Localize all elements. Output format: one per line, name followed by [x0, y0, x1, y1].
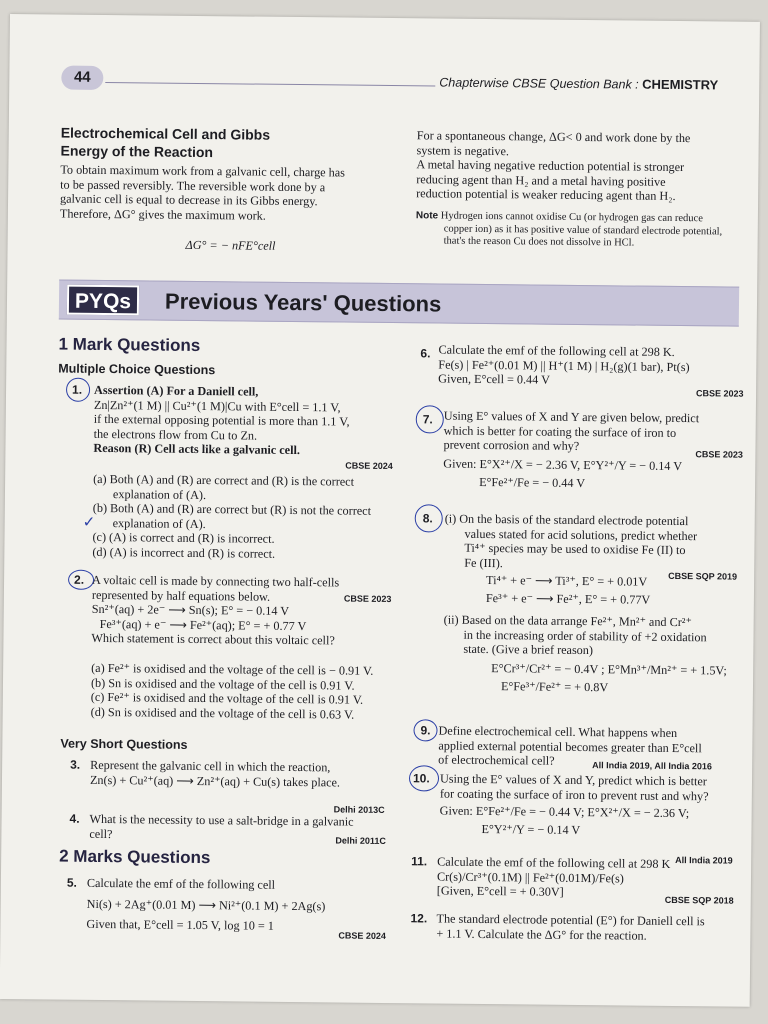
- exam-tag: All India 2019: [675, 855, 733, 866]
- q2-options: [91, 661, 407, 722]
- body-line: system is negative.: [416, 142, 510, 158]
- question-line: which is better for coating the surface of iron to: [443, 423, 677, 440]
- exam-tag: CBSE 2024: [338, 930, 386, 941]
- option-line: (a) Both (A) and (R) are correct and (R) is the correct: [93, 471, 355, 489]
- exam-tag: CBSE 2024: [345, 460, 393, 472]
- question-line: Using the E° values of X and Y, predict which is better: [439, 771, 707, 789]
- question-line: A voltaic cell is made by connecting two half-cells: [92, 572, 340, 590]
- mcq-heading: Multiple Choice Questions: [58, 361, 216, 378]
- note-line: that's the reason Cu does not dissolve in HCl.: [443, 235, 635, 249]
- question-line: values stated for acid solutions, predict whether: [464, 526, 698, 543]
- question-line: Fe (III).: [464, 555, 503, 570]
- question-line: Fe³⁺(aq) + e⁻ ⟶ Fe²⁺(aq); E° = + 0.77 V: [99, 616, 307, 633]
- question-number: 5.: [66, 875, 77, 890]
- option-line: (d) (A) is incorrect and (R) is correct.: [92, 544, 276, 561]
- option-line: (c) (A) is correct and (R) is incorrect.: [92, 529, 275, 546]
- question-number: 10.: [412, 771, 430, 786]
- question-line: [Given, E°cell = + 0.30V]: [436, 883, 564, 899]
- question-line: Using E° values of X and Y are given below, predict: [443, 408, 700, 426]
- textbook-page: [0, 14, 760, 1007]
- question-1: [93, 383, 409, 459]
- question-line: state. (Give a brief reason): [463, 641, 594, 658]
- question-number: 12.: [410, 911, 428, 926]
- question-line: for coating the surface of iron to prevent rust and why?: [439, 786, 709, 803]
- question-line: Sn²⁺(aq) + 2e⁻ ⟶ Sn(s); E° = − 0.14 V: [91, 601, 290, 618]
- question-3: [90, 758, 405, 790]
- question-number: 9.: [420, 723, 431, 738]
- gibbs-formula: ΔG° = − nFE°cell: [185, 237, 276, 253]
- intro-body: [60, 163, 406, 225]
- section-heading: [60, 124, 270, 162]
- exam-tag: Delhi 2011C: [335, 835, 386, 846]
- question-line: Reason (R) Cell acts like a galvanic cell.: [93, 440, 301, 458]
- question-line: Ti⁴⁺ species may be used to oxidise Fe (II) to: [464, 540, 686, 558]
- question-12: [436, 912, 741, 944]
- vsq-heading: Very Short Questions: [60, 736, 188, 752]
- question-number: 2.: [74, 572, 85, 587]
- question-line: Given: E°Fe²⁺/Fe = − 0.44 V; E°X²⁺/X = − 2.36 V;: [439, 803, 690, 821]
- note-block: [416, 210, 746, 251]
- body-line: reduction potential is weaker reducing agent than H₂.: [416, 186, 676, 203]
- exam-tag: Delhi 2013C: [333, 804, 385, 815]
- question-line: Calculate the emf of the following cell at 298 K.: [438, 342, 675, 359]
- question-number: 3.: [70, 757, 81, 772]
- equation-line: E°Cr³⁺/Cr²⁺ = − 0.4V ; E°Mn³⁺/Mn²⁺ = + 1.5V;: [491, 660, 727, 678]
- exam-tag: CBSE 2023: [343, 593, 392, 605]
- q1-options: [92, 472, 408, 562]
- question-number: 4.: [69, 811, 80, 826]
- question-11: [437, 855, 742, 902]
- exam-tag: CBSE SQP 2019: [668, 570, 738, 582]
- section-heading-line: Energy of the Reaction: [60, 142, 214, 161]
- subject-name: CHEMISTRY: [642, 76, 719, 93]
- question-line: Given: E°X²⁺/X = − 2.36 V, E°Y²⁺/Y = − 0.14 V: [443, 456, 683, 473]
- question-line: What is the necessity to use a salt-bridge in a galvanic: [89, 811, 354, 829]
- option-line: explanation of (A).: [112, 515, 206, 531]
- question-line: Cr(s)/Cr³⁺(0.1M) || Fe²⁺(0.01M)/Fe(s): [436, 869, 624, 885]
- question-line: Calculate the emf of the following cell: [86, 875, 276, 892]
- exam-tag: All India 2019, All India 2016: [592, 760, 712, 772]
- question-10: [439, 772, 745, 839]
- question-line: Define electrochemical cell. What happens when: [438, 723, 678, 741]
- question-line: applied external potential becomes greater than E°cell: [438, 738, 702, 755]
- question-number: 7.: [422, 412, 433, 427]
- exam-tag: CBSE SQP 2018: [664, 894, 734, 906]
- question-line: in the increasing order of stability of +2 oxidation: [463, 627, 707, 644]
- question-2: [91, 573, 407, 649]
- question-line: The standard electrode potential (E°) for Daniell cell is: [436, 911, 705, 929]
- question-line: Given that, E°cell = 1.05 V, log 10 = 1: [86, 916, 274, 933]
- body-line: Therefore, ΔG° gives the maximum work.: [59, 206, 266, 223]
- option-line: (b) Both (A) and (R) are correct but (R) is not the correct: [92, 500, 372, 518]
- question-line: Which statement is correct about this voltaic cell?: [91, 630, 335, 648]
- question-line: the electrons flow from Cu to Zn.: [93, 426, 258, 443]
- option-line: (a) Fe²⁺ is oxidised and the voltage of the cell is − 0.91 V.: [91, 660, 374, 678]
- page-number: 44: [61, 66, 103, 90]
- two-mark-heading: 2 Marks Questions: [59, 846, 211, 868]
- question-number: 11.: [411, 854, 428, 869]
- pyq-title: Previous Years' Questions: [164, 288, 442, 317]
- exam-tag: CBSE 2023: [696, 388, 744, 399]
- question-number: 8.: [422, 511, 433, 526]
- section-heading-line: Electrochemical Cell and Gibbs: [60, 124, 271, 143]
- question-line: Ni(s) + 2Ag⁺(0.01 M) ⟶ Ni²⁺(0.1 M) + 2Ag(s): [86, 896, 326, 913]
- equation-line: Fe³⁺ + e⁻ ⟶ Fe²⁺, E° = + 0.77V: [485, 590, 651, 607]
- question-line: Given, E°cell = 0.44 V: [438, 371, 550, 387]
- question-line: Calculate the emf of the following cell at 298 K: [437, 854, 671, 871]
- question-line: E°Fe²⁺/Fe = − 0.44 V: [479, 474, 586, 491]
- question-line: Zn(s) + Cu²⁺(aq) ⟶ Zn²⁺(aq) + Cu(s) takes place.: [89, 772, 341, 789]
- equation-line: E°Fe³⁺/Fe²⁺ = + 0.8V: [500, 679, 609, 695]
- option-line: (d) Sn is oxidised and the voltage of the cell is 0.63 V.: [90, 704, 355, 722]
- question-line: cell?: [89, 826, 113, 841]
- header-rule: [105, 82, 435, 86]
- running-header: [439, 74, 718, 92]
- book-title: Chapterwise CBSE Question Bank :: [439, 75, 643, 92]
- note-line: Hydrogen ions cannot oxidise Cu (or hydrogen gas can reduce: [440, 210, 703, 225]
- body-line: to be passed reversibly. The reversible work done by a: [60, 177, 326, 194]
- question-line: (i) On the basis of the standard electrode potential: [444, 511, 689, 529]
- body-line: To obtain maximum work from a galvanic cell, charge has: [60, 162, 345, 180]
- body-line: galvanic cell is equal to decrease in its Gibbs energy.: [59, 191, 318, 209]
- option-line: explanation of (A).: [112, 486, 207, 502]
- question-line: represented by half equations below.: [91, 587, 271, 604]
- question-number: 6.: [420, 346, 431, 361]
- question-line: + 1.1 V. Calculate the ΔG° for the reaction.: [436, 926, 647, 943]
- question-5: [86, 876, 402, 935]
- intro-right-body: [416, 128, 747, 204]
- one-mark-heading: 1 Mark Questions: [58, 334, 201, 356]
- note-label: Note: [415, 210, 439, 222]
- body-line: reducing agent than H₂ and a metal having positive: [416, 171, 666, 189]
- question-line: Assertion (A) For a Daniell cell,: [93, 382, 259, 399]
- body-line: For a spontaneous change, ΔG< 0 and work done by the: [416, 128, 691, 146]
- question-8: [443, 512, 745, 697]
- pen-tick-mark: ✓: [82, 512, 96, 531]
- question-line: if the external opposing potential is more than 1.1 V,: [93, 411, 350, 429]
- option-line: (c) Fe²⁺ is oxidised and the voltage of the cell is 0.91 V.: [90, 689, 364, 707]
- question-line: Fe(s) | Fe²⁺(0.01 M) || H⁺(1 M) | H₂(g)(1 bar), Pt(s): [438, 357, 690, 374]
- pyq-badge: PYQs: [67, 285, 139, 316]
- question-line: (ii) Based on the data arrange Fe²⁺, Mn²⁺ and Cr²⁺: [443, 612, 692, 630]
- question-line: prevent corrosion and why?: [443, 437, 580, 453]
- question-number: 1.: [71, 382, 83, 397]
- exam-tag: CBSE 2023: [695, 449, 744, 460]
- equation-line: Ti⁴⁺ + e⁻ ⟶ Ti³⁺, E° = + 0.01V: [486, 573, 648, 589]
- equation-line: E°Y²⁺/Y = − 0.14 V: [481, 821, 581, 837]
- question-6: [438, 343, 748, 390]
- question-line: Zn|Zn²⁺(1 M) || Cu²⁺(1 M)|Cu with E°cell = 1.1 V,: [93, 397, 341, 414]
- option-line: (b) Sn is oxidised and the voltage of the cell is 0.91 V.: [90, 675, 355, 693]
- question-line: Represent the galvanic cell in which the reaction,: [90, 757, 331, 775]
- question-line: of electrochemical cell?: [438, 752, 555, 768]
- body-line: A metal having negative reduction potential is stronger: [416, 157, 685, 175]
- note-line: copper ion) as it has positive value of standard electrode potential,: [443, 223, 723, 237]
